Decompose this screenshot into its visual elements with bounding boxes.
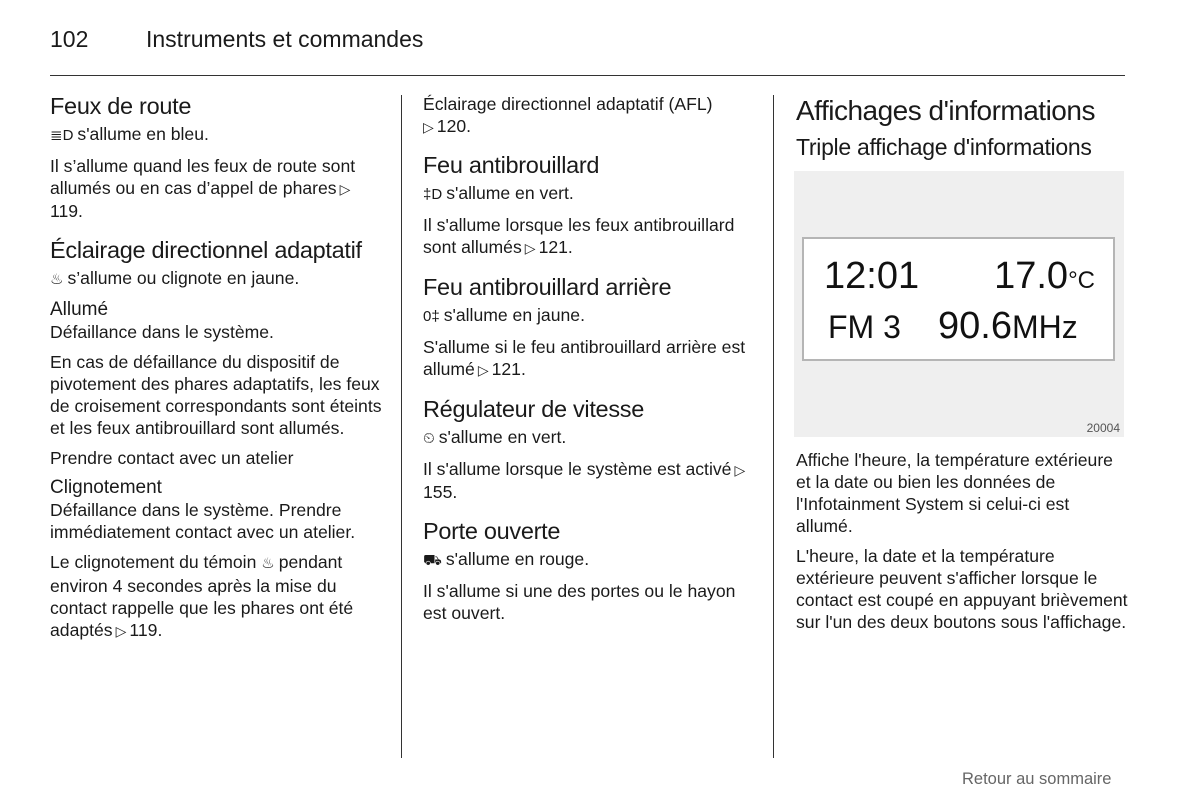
page-ref[interactable]: 121. [491, 359, 526, 379]
header-rule [50, 75, 1125, 76]
page-ref-arrow-icon: ▷ [477, 362, 489, 378]
section-adaptive-lighting: Éclairage directionnel adaptatif ♨ s’allume ou clignote en jaune. Allumé Défaillance dans le système. En cas de défaillance du dispositif de pivotement des phares adaptatifs, les feux de croisement correspondants sont éteints et les feux antibrouillard sont allumés. Prendre contact avec un atelier Clignotement Défaillance dans le système. Prendre immédiatement contact avec un atelier. Le clignotement du témoin ♨ pendant environ 4 secondes après la mise du contact rappelle que les phares ont été adaptés ▷ 119. [50, 237, 385, 642]
column-1 [50, 93, 385, 650]
page-ref[interactable]: 155. [423, 482, 458, 502]
page-ref[interactable]: 119. [129, 620, 163, 640]
section-door-open: Porte ouverte ⛟ s'allume en rouge. Il s'allume si une des portes ou le hayon est ouvert. [423, 518, 758, 624]
column-divider-1 [401, 95, 402, 758]
section-fog-light: Feu antibrouillard ‡D s'allume en vert. Il s'allume lorsque les feux antibrouillard sont allumés ▷ 121. [423, 152, 758, 259]
page-ref-arrow-icon: ▷ [734, 462, 746, 478]
figure-number: 20004 [1086, 421, 1120, 435]
display-radio-band: FM 3 [828, 309, 901, 345]
main-heading: Affichages d'informations [796, 95, 1095, 126]
section-cruise-control: Régulateur de vitesse ⏲ s'allume en vert. Il s'allume lorsque le système est activé ▷155. [423, 396, 758, 503]
chapter-title: Instruments et commandes [146, 26, 424, 52]
adaptive-light-icon: ♨ [261, 555, 275, 572]
front-fog-light-icon: ‡D [423, 186, 443, 203]
section-title: Porte ouverte [423, 518, 561, 544]
door-open-icon: ⛟ [423, 552, 442, 569]
cruise-control-icon: ⏲ [423, 430, 435, 447]
subsection-title: Clignotement [50, 477, 162, 498]
section-title: Régulateur de vitesse [423, 396, 645, 422]
display-figure [794, 171, 1124, 437]
section-title: Feux de route [50, 93, 192, 119]
high-beam-icon: ≣D [50, 127, 74, 144]
column-3: Affichages d'informations Triple affichage d'informations 12:01 17.0°C FM 3 90.6MHz 20004 Affiche l'heure, la température extérieure et la date ou bien les données de l'Infotainment System si celui-ci est allumé. L'heure, la date et la température extérieure peuvent s'afficher lorsque le contact est coupé en appuyant brièvement sur l'un des deux boutons sous l'affichage. [796, 95, 1128, 632]
display-time: 12:01 [824, 255, 920, 297]
back-to-contents-link[interactable]: Retour au sommaire [962, 770, 1112, 788]
page-ref-arrow-icon: ▷ [423, 119, 434, 135]
info-display [802, 237, 1115, 361]
column-divider-2 [773, 95, 774, 758]
page-ref-arrow-icon: ▷ [115, 623, 127, 639]
page-ref[interactable]: 120. [436, 116, 472, 136]
section-rear-fog-light: Feu antibrouillard arrière 0‡ s'allume en jaune. S'allume si le feu antibrouillard arrière est allumé ▷ 121. [423, 274, 758, 381]
adaptive-light-icon: ♨ [50, 271, 64, 288]
page-ref-arrow-icon: ▷ [339, 181, 351, 197]
display-frequency: 90.6MHz [938, 305, 1078, 347]
sub-heading: Triple affichage d'informations [796, 134, 1092, 160]
page-ref-arrow-icon: ▷ [524, 240, 536, 256]
page-number: 102 [50, 26, 89, 52]
section-title: Éclairage directionnel adaptatif [50, 237, 362, 263]
page-ref[interactable]: 119. [50, 201, 83, 221]
section-high-beam: Feux de route ≣D s'allume en bleu. Il s’allume quand les feux de route sont allumés ou en cas d’appel de phares ▷119. [50, 93, 385, 222]
display-temperature: 17.0°C [994, 255, 1095, 297]
column-2: Éclairage directionnel adaptatif (AFL) ▷ 120. Feu antibrouillard ‡D s'allume en vert. Il s'allume lorsque les feux antibrouillard sont allumés ▷ 121. Feu antibrouillard arrière 0‡ s'allume en jaune. S'allume si le feu antibrouillard arrière est allumé ▷ 121. Régulateur de vitesse ⏲ s'allume en vert. Il s'allume lorsque le système est activé ▷155. Porte ouverte ⛟ s'allume en rouge. Il s'allume si une des portes ou le hayon est ouvert. [423, 93, 758, 632]
subsection-title: Allumé [50, 299, 109, 320]
page-ref[interactable]: 121. [538, 237, 573, 257]
rear-fog-light-icon: 0‡ [423, 308, 440, 325]
section-title: Feu antibrouillard arrière [423, 274, 672, 300]
section-title: Feu antibrouillard [423, 152, 600, 178]
